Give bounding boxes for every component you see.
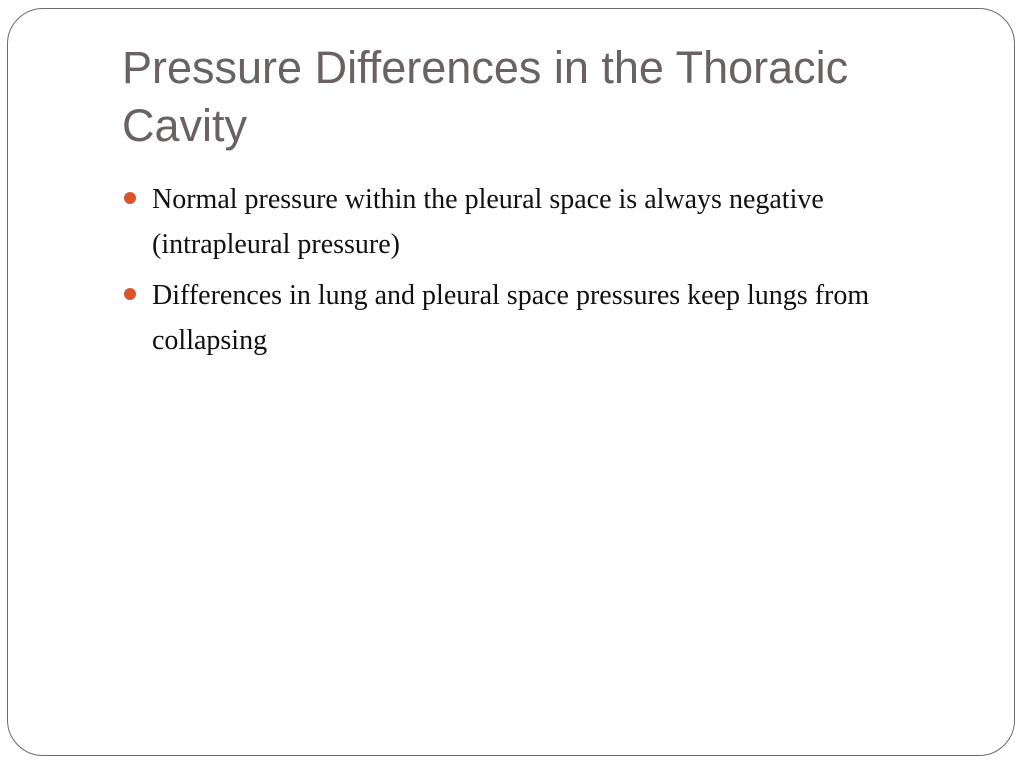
slide-title: Pressure Differences in the Thoracic Cavity — [122, 42, 849, 151]
bullet-dot-icon — [124, 192, 136, 204]
bullet-text: Normal pressure within the pleural space is always negative (intrapleural pressure) — [152, 184, 824, 260]
bullet-list — [122, 177, 952, 369]
bullet-item — [122, 177, 952, 267]
bullet-text: Differences in lung and pleural space pressures keep lungs from collapsing — [152, 280, 870, 356]
bullet-dot-icon — [124, 288, 136, 300]
slide-frame — [7, 8, 1015, 756]
bullet-item — [122, 273, 952, 363]
